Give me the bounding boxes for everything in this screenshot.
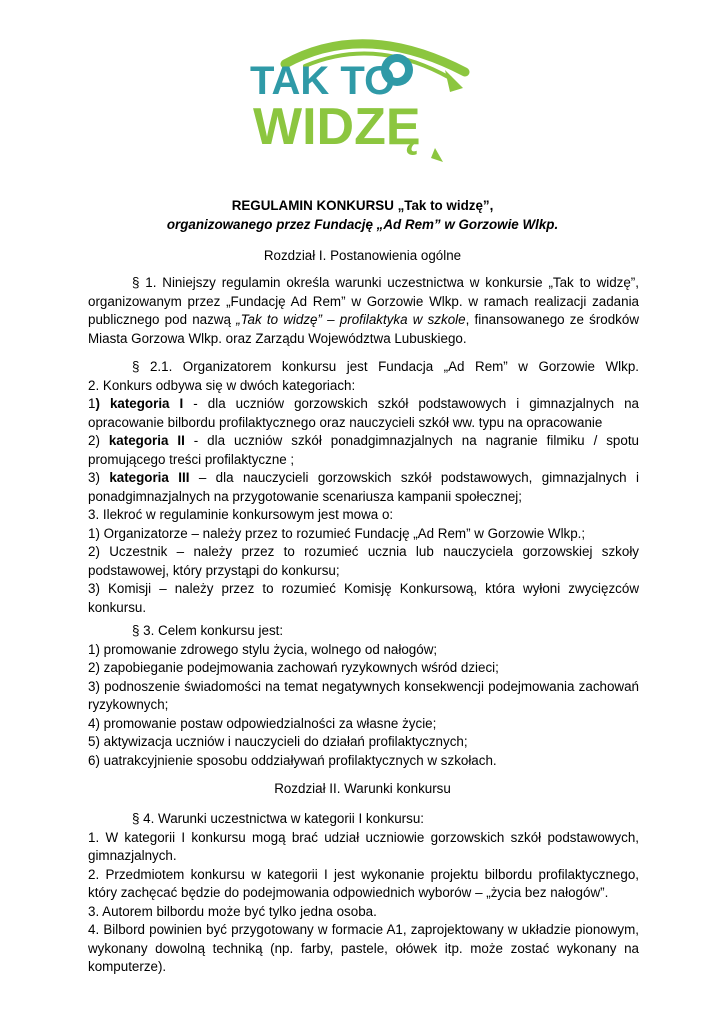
category-1-num: 1 — [88, 396, 96, 411]
paragraph-1-task-name: „Tak to widzę” – profilaktyka w szkole — [236, 312, 466, 327]
category-2-num: 2) — [88, 433, 109, 448]
paragraph-2 — [88, 358, 639, 617]
logo-graphic — [245, 30, 475, 170]
document-subtitle: organizowanego przez Fundację „Ad Rem” w Gorzowie Wlkp. — [166, 217, 559, 232]
paragraph-2-line3: 3. Ilekroć w regulaminie konkursowym jest mowa o: — [88, 507, 394, 522]
condition-item: 2. Przedmiotem konkursu w kategorii I jest wykonanie projektu bilbordu profilaktycznego, który zachęcać będzie do podejmowania odpowiednich wyborów – „życia bez nałogów”. — [88, 866, 639, 900]
goal-item: 6) uatrakcyjnienie sposobu oddziaływań profilaktycznych w szkołach. — [88, 752, 497, 768]
definition-3: 3) Komisji – należy przez to rozumieć Komisję Konkursową, która wyłoni zwycięzców konkursu. — [88, 581, 639, 615]
logo-tak-to-widze — [245, 30, 475, 170]
goal-item: 3) podnoszenie świadomości na temat negatywnych konsekwencji podejmowania zachowań ryzykownych; — [88, 678, 639, 712]
condition-item: 1. W kategorii I konkursu mogą brać udział uczniowie gorzowskich szkół podstawowych, gimnazjalnych. — [88, 829, 639, 863]
paragraph-4-intro: § 4. Warunki uczestnictwa w kategorii I konkursu: — [132, 811, 424, 826]
paragraph-2-intro: § 2.1. Organizatorem konkursu jest Fundacja „Ad Rem” w Gorzowie Wlkp. — [132, 359, 639, 374]
chapter-1-heading: Rozdział I. Postanowienia ogólne — [263, 248, 462, 263]
goal-item: 1) promowanie zdrowego stylu życia, wolnego od nałogów; — [88, 641, 438, 657]
category-1-text: - dla uczniów gorzowskich szkół podstawowych i gimnazjalnych na opracowanie bilbordu profilaktycznego oraz nauczycieli szkół ww. typu na opracowanie — [88, 396, 639, 430]
condition-item: 4. Bilbord powinien być przygotowany w formacie A1, zaprojektowany w układzie pionowym, wykonany dowolną techniką (np. farby, pastele, ołówek itp. może zostać wykonany na komputerze). — [88, 922, 639, 974]
goal-item: 5) aktywizacja uczniów i nauczycieli do działań profilaktycznych; — [88, 734, 468, 749]
paragraph-1-text-post: , finansowanego ze środków Miasta Gorzowa Wlkp. oraz Zarządu Województwa Lubuskiego. — [88, 312, 639, 346]
paragraph-4 — [88, 810, 639, 977]
category-2-text: - dla uczniów szkół ponadgimnazjalnych na nagranie filmiku / spotu promującego treści profilaktyczne ; — [88, 433, 639, 467]
goal-item: 4) promowanie postaw odpowiedzialności za własne życie; — [88, 715, 437, 731]
definition-1: 1) Organizatorze – należy przez to rozumieć Fundację „Ad Rem” w Gorzowie Wlkp.; — [88, 525, 586, 541]
logo-ogonek — [431, 148, 443, 162]
paragraph-1-text-pre: § 1. Niniejszy regulamin określa warunki uczestnictwa w konkursie „Tak to widzę”, organizowanym przez „Fundację Ad Rem” w Gorzowie Wlkp. w ramach realizacji zadania publicznego pod nazwą — [88, 275, 639, 327]
paragraph-3 — [88, 622, 639, 770]
logo-line1: TAK TO — [250, 59, 396, 103]
category-2-item — [88, 432, 639, 469]
category-3-label: kategoria III — [109, 470, 190, 485]
category-3-num: 3) — [88, 470, 110, 485]
category-3-text: – dla nauczycieli gorzowskich szkół podstawowych, gimnazjalnych i ponadgimnazjalnych na przygotowanie scenariusza kampanii społecznej; — [88, 470, 639, 504]
document-title: REGULAMIN KONKURSU „Tak to widzę”, — [231, 198, 494, 213]
category-3-item — [88, 469, 639, 506]
goal-item: 2) zapobieganie podejmowania zachowań ryzykownych wśród dzieci; — [88, 660, 499, 675]
category-1-label: ) kategoria I — [95, 396, 184, 411]
chapter-2-heading: Rozdział II. Warunki konkursu — [274, 781, 451, 796]
category-2-label: kategoria II — [108, 433, 185, 448]
paragraph-2-line2: 2. Konkurs odbywa się w dwóch kategoriach: — [88, 377, 356, 393]
logo-line2: WIDZĘ — [253, 98, 421, 156]
paragraph-3-intro: § 3. Celem konkursu jest: — [132, 623, 284, 638]
category-1-item — [88, 395, 639, 432]
paragraph-1 — [88, 274, 639, 348]
condition-item: 3. Autorem bilbordu może być tylko jedna osoba. — [88, 903, 377, 919]
definition-2: 2) Uczestnik – należy przez to rozumieć ucznia lub nauczyciela gorzowskiej szkoły podstawowej, który przystąpi do konkursu; — [88, 544, 639, 578]
